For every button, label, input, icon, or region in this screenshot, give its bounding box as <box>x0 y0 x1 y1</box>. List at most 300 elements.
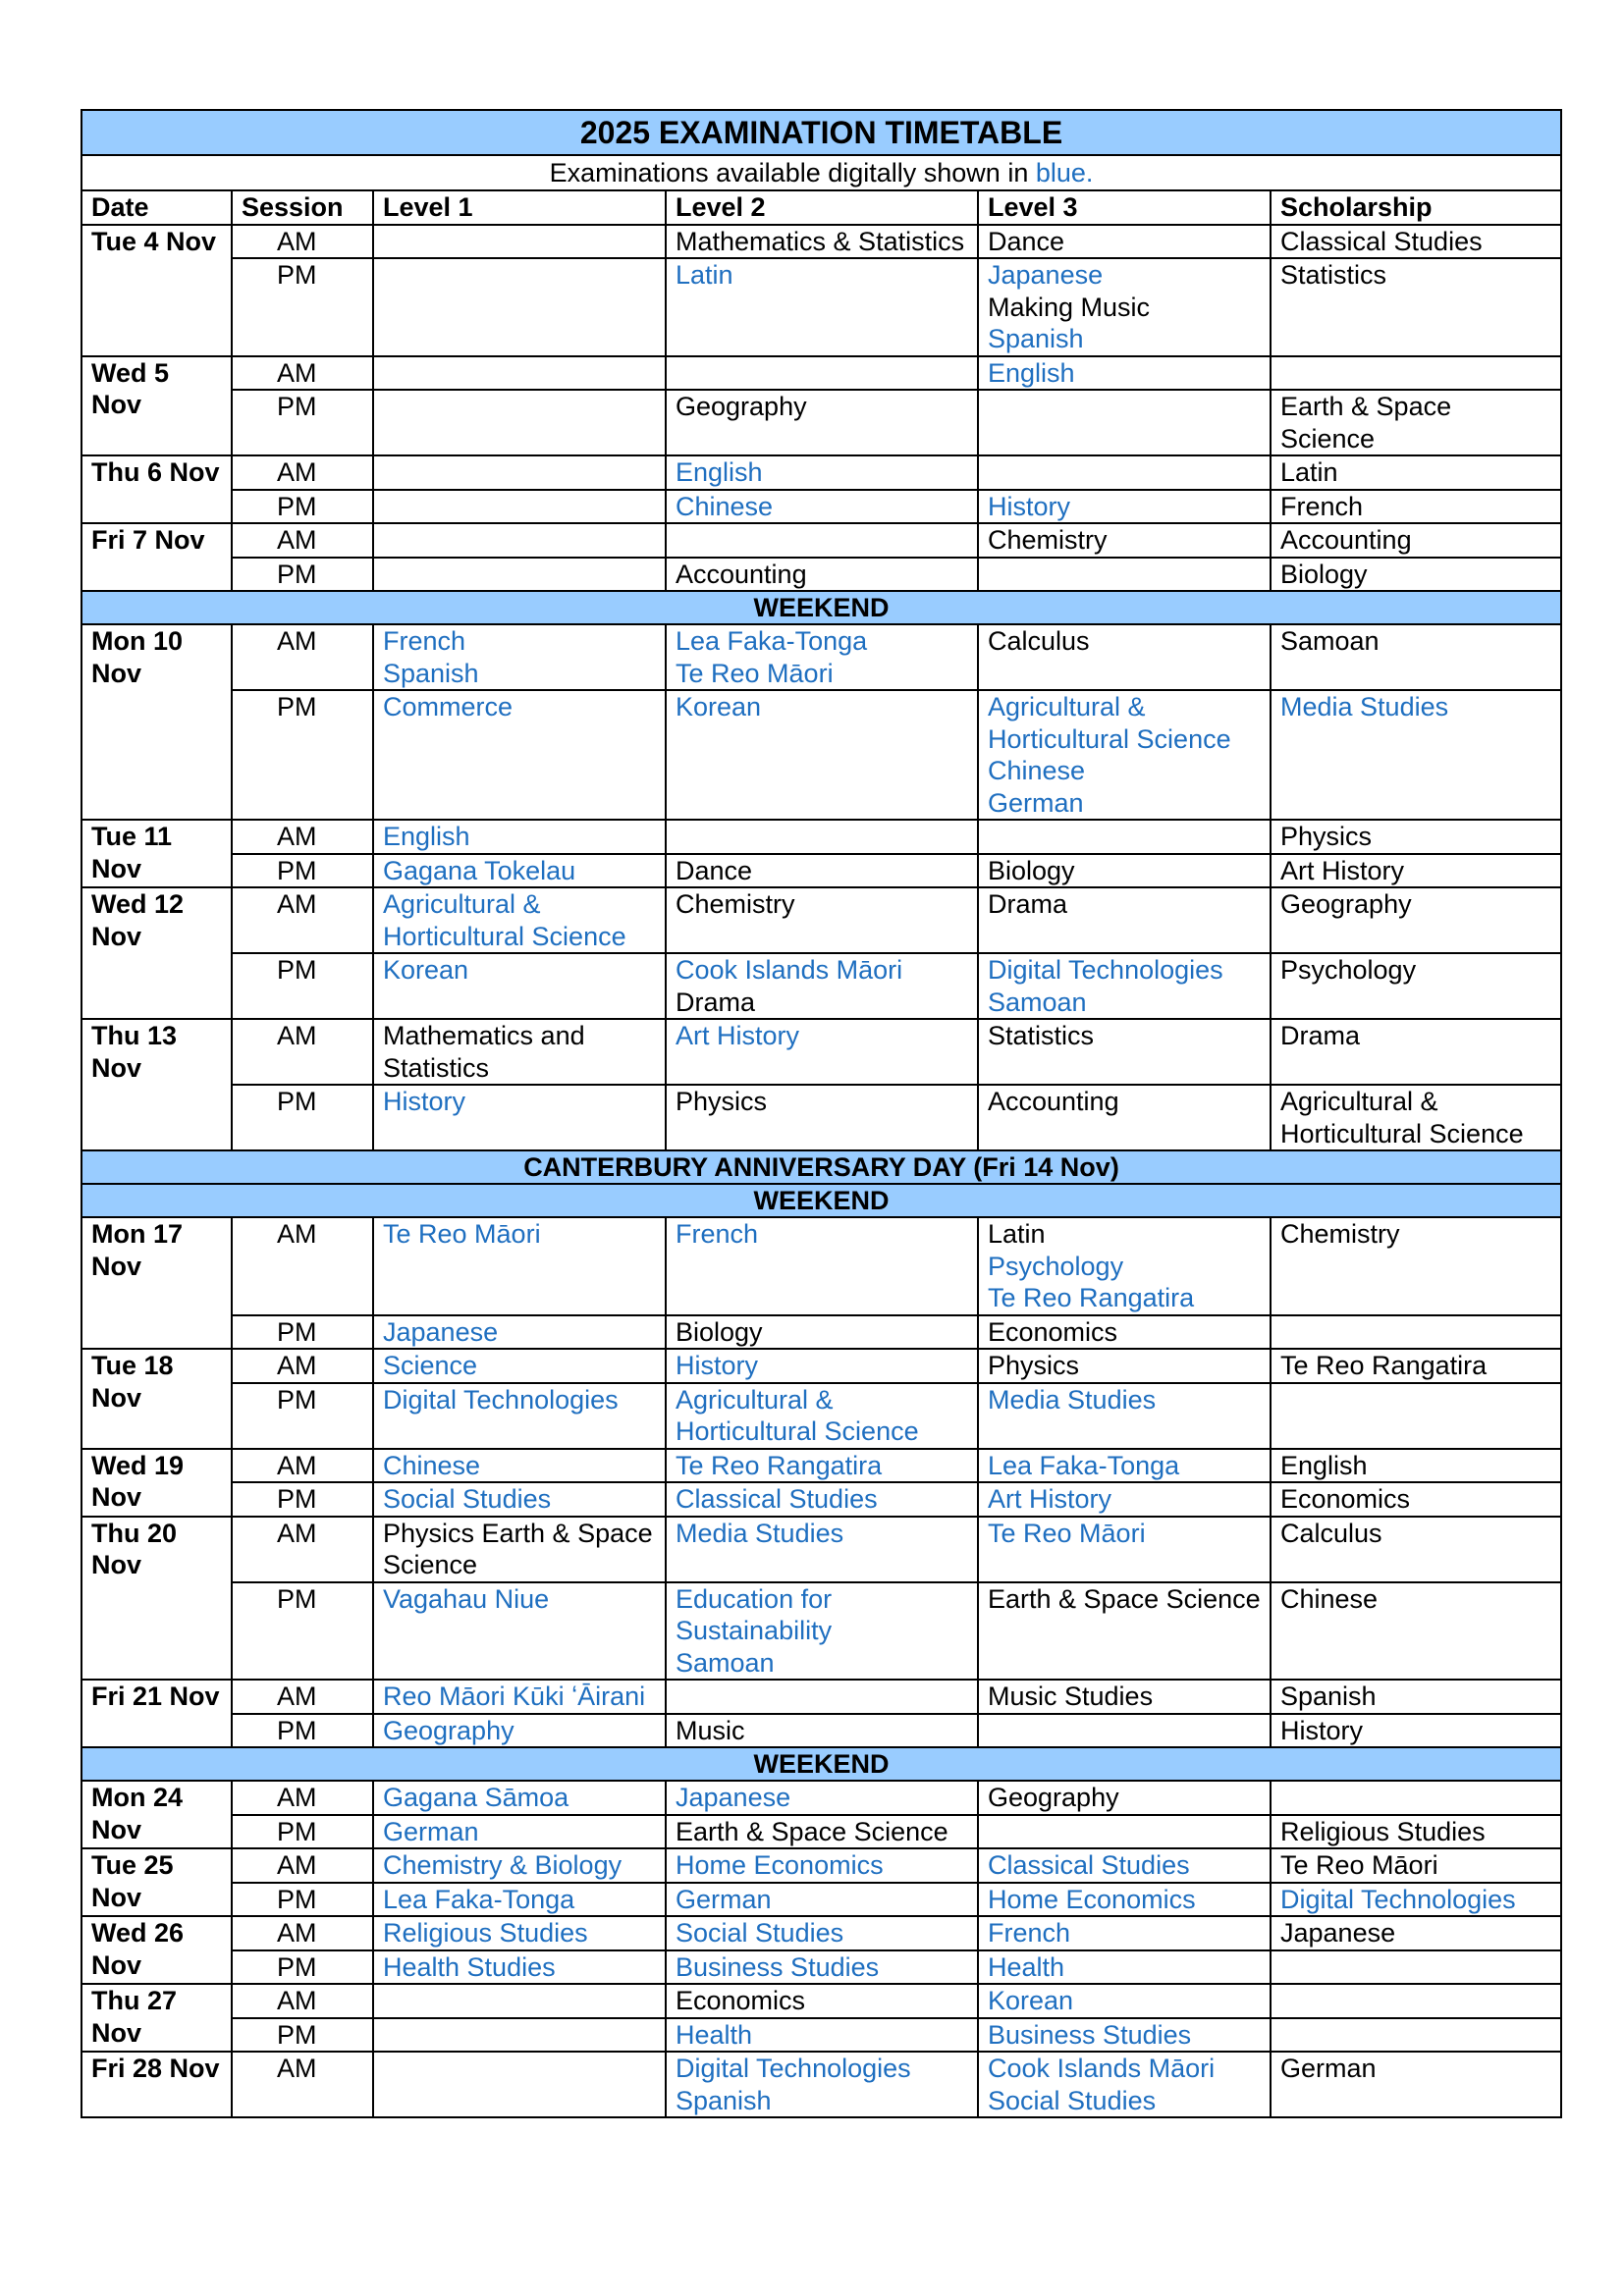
subject: English <box>1280 1450 1368 1480</box>
table-row <box>81 1815 1561 1849</box>
table-row <box>81 258 1561 356</box>
level-1-cell <box>373 225 666 259</box>
table-row <box>81 356 1561 391</box>
session-cell: AM <box>232 1916 373 1950</box>
scholarship-cell <box>1271 2052 1561 2117</box>
subject: Classical Studies <box>676 1484 878 1514</box>
subject: Agricultural & Horticultural Science <box>383 889 626 951</box>
subject: Earth & Space Science <box>676 1816 948 1846</box>
date-cell: Tue 4 Nov <box>81 225 232 356</box>
subject: Education for Sustainability <box>676 1583 833 1645</box>
subject: German <box>383 1816 479 1846</box>
session-cell: AM <box>232 1984 373 2018</box>
table-row <box>81 1383 1561 1449</box>
subject: Classical Studies <box>988 1850 1190 1880</box>
date-cell: Wed 19 Nov <box>81 1449 232 1517</box>
level-2-cell <box>666 690 978 820</box>
level-1-cell <box>373 1517 666 1582</box>
band-label: WEEKEND <box>81 1184 1561 1217</box>
subject: Spanish <box>383 658 479 688</box>
level-1-cell <box>373 624 666 690</box>
subject: Te Reo Māori <box>1280 1850 1438 1880</box>
subject: Media Studies <box>988 1384 1157 1415</box>
date-cell: Fri 21 Nov <box>81 1680 232 1747</box>
date-cell: Thu 13 Nov <box>81 1019 232 1150</box>
subject: French <box>1280 491 1364 521</box>
session-cell: PM <box>232 1085 373 1150</box>
date-cell: Thu 6 Nov <box>81 455 232 523</box>
subject: Economics <box>676 1986 806 2015</box>
level-3-cell <box>978 523 1271 558</box>
session-cell: AM <box>232 1517 373 1582</box>
title-row <box>81 110 1561 155</box>
level-2-cell <box>666 1517 978 1582</box>
level-3-cell <box>978 1916 1271 1950</box>
band-row <box>81 1184 1561 1217</box>
level-2-cell <box>666 1482 978 1517</box>
subject: Media Studies <box>1280 692 1449 721</box>
subject: Business Studies <box>988 2019 1192 2050</box>
table-row <box>81 1916 1561 1950</box>
subject: Statistics <box>1280 260 1387 290</box>
level-2-cell <box>666 455 978 490</box>
subject: Japanese <box>1280 1918 1396 1948</box>
subject: Digital Technologies <box>676 2054 911 2083</box>
scholarship-cell <box>1271 1482 1561 1517</box>
subject: Accounting <box>676 559 807 589</box>
subject: Chemistry <box>676 889 795 919</box>
subject: Biology <box>988 855 1075 885</box>
subject: Chinese <box>988 756 1086 785</box>
subject: Religious Studies <box>1280 1816 1486 1846</box>
session-cell: PM <box>232 1383 373 1449</box>
level-1-cell <box>373 1714 666 1748</box>
subject: Korean <box>676 692 762 721</box>
scholarship-cell <box>1271 1085 1561 1150</box>
level-1-cell <box>373 690 666 820</box>
level-3-cell <box>978 1217 1271 1315</box>
table-row <box>81 455 1561 490</box>
subject: Biology <box>1280 559 1368 589</box>
subject: Calculus <box>988 626 1090 656</box>
subject: French <box>676 1219 759 1249</box>
level-3-cell <box>978 258 1271 356</box>
table-row <box>81 1217 1561 1315</box>
level-2-cell <box>666 820 978 854</box>
table-row <box>81 558 1561 592</box>
level-3-cell <box>978 1680 1271 1714</box>
subject: Physics <box>676 1087 768 1116</box>
table-row <box>81 2018 1561 2053</box>
subject: Spanish <box>988 324 1084 353</box>
date-cell: Mon 10 Nov <box>81 624 232 820</box>
session-cell: PM <box>232 1315 373 1350</box>
header-session: Session <box>232 190 373 225</box>
level-2-cell <box>666 1714 978 1748</box>
session-cell: AM <box>232 523 373 558</box>
subject: Earth & Space Science <box>1280 392 1452 454</box>
subject: History <box>1280 1715 1364 1745</box>
subject: Te Reo Māori <box>383 1219 541 1249</box>
level-3-cell <box>978 2052 1271 2117</box>
level-1-cell <box>373 1449 666 1483</box>
session-cell: AM <box>232 1349 373 1383</box>
level-1-cell <box>373 854 666 888</box>
subject: Japanese <box>988 260 1104 290</box>
level-1-cell <box>373 887 666 953</box>
table-row <box>81 1349 1561 1383</box>
level-1-cell <box>373 356 666 391</box>
table-row <box>81 854 1561 888</box>
subject: Latin <box>988 1219 1046 1249</box>
date-cell: Thu 27 Nov <box>81 1984 232 2052</box>
level-2-cell <box>666 1349 978 1383</box>
scholarship-cell <box>1271 887 1561 953</box>
subject: Agricultural & Horticultural Science <box>988 692 1231 754</box>
level-1-cell <box>373 1848 666 1883</box>
band-label: WEEKEND <box>81 1747 1561 1781</box>
subject: English <box>676 457 763 487</box>
subject: Latin <box>1280 457 1338 487</box>
level-2-cell <box>666 1383 978 1449</box>
session-cell: PM <box>232 854 373 888</box>
level-1-cell <box>373 1984 666 2018</box>
subject: Agricultural & Horticultural Science <box>1280 1087 1524 1148</box>
header-level-3: Level 3 <box>978 190 1271 225</box>
subtitle <box>81 155 1561 190</box>
table-row <box>81 1781 1561 1815</box>
subject: Geography <box>1280 889 1412 919</box>
session-cell: AM <box>232 1680 373 1714</box>
scholarship-cell <box>1271 1582 1561 1681</box>
subtitle-highlight: blue. <box>1035 158 1094 187</box>
scholarship-cell <box>1271 1848 1561 1883</box>
level-3-cell <box>978 1349 1271 1383</box>
scholarship-cell <box>1271 1349 1561 1383</box>
subject: Accounting <box>988 1087 1119 1116</box>
subject: History <box>676 1351 759 1380</box>
session-cell: PM <box>232 1883 373 1917</box>
level-2-cell <box>666 523 978 558</box>
session-cell: AM <box>232 1019 373 1085</box>
subject: Digital Technologies <box>988 955 1223 985</box>
header-scholarship: Scholarship <box>1271 190 1561 225</box>
date-cell: Thu 20 Nov <box>81 1517 232 1681</box>
scholarship-cell <box>1271 1815 1561 1849</box>
table-row <box>81 953 1561 1019</box>
scholarship-cell <box>1271 953 1561 1019</box>
session-cell: PM <box>232 2018 373 2053</box>
header-date: Date <box>81 190 232 225</box>
level-2-cell <box>666 1950 978 1985</box>
subject: Art History <box>676 1021 800 1050</box>
scholarship-cell <box>1271 390 1561 455</box>
level-1-cell <box>373 1950 666 1985</box>
table-row <box>81 887 1561 953</box>
subject: Dance <box>676 855 753 885</box>
table-row <box>81 225 1561 259</box>
scholarship-cell <box>1271 1019 1561 1085</box>
level-1-cell <box>373 1582 666 1681</box>
table-row <box>81 820 1561 854</box>
session-cell: AM <box>232 2052 373 2117</box>
level-1-cell <box>373 1916 666 1950</box>
subject: Gagana Tokelau <box>383 855 576 885</box>
level-2-cell <box>666 624 978 690</box>
level-3-cell <box>978 1848 1271 1883</box>
table-row <box>81 490 1561 524</box>
session-cell: AM <box>232 455 373 490</box>
subject: German <box>676 1884 772 1914</box>
level-1-cell <box>373 258 666 356</box>
table-row <box>81 624 1561 690</box>
level-3-cell <box>978 1582 1271 1681</box>
table-row <box>81 1848 1561 1883</box>
subject: Te Reo Rangatira <box>1280 1351 1488 1380</box>
subject: Psychology <box>988 1251 1124 1281</box>
subject: Accounting <box>1280 525 1412 555</box>
session-cell: AM <box>232 1449 373 1483</box>
scholarship-cell <box>1271 1950 1561 1985</box>
scholarship-cell <box>1271 1383 1561 1449</box>
subject: Art History <box>1280 855 1405 885</box>
table-row <box>81 1680 1561 1714</box>
subject: Spanish <box>1280 1682 1377 1711</box>
table-row <box>81 523 1561 558</box>
level-2-cell <box>666 1984 978 2018</box>
subject: Earth & Space Science <box>988 1583 1261 1614</box>
session-cell: PM <box>232 1482 373 1517</box>
scholarship-cell <box>1271 2018 1561 2053</box>
subject: Reo Māori Kūki ʻĀirani <box>383 1682 646 1711</box>
table-row <box>81 690 1561 820</box>
subject: Statistics <box>988 1021 1095 1050</box>
table-row <box>81 1019 1561 1085</box>
session-cell: AM <box>232 1781 373 1815</box>
session-cell: PM <box>232 490 373 524</box>
level-3-cell <box>978 225 1271 259</box>
level-2-cell <box>666 390 978 455</box>
header-row <box>81 190 1561 225</box>
level-2-cell <box>666 1019 978 1085</box>
level-3-cell <box>978 1883 1271 1917</box>
table-row <box>81 1449 1561 1483</box>
level-3-cell <box>978 1449 1271 1483</box>
subject: Social Studies <box>676 1918 844 1948</box>
level-2-cell <box>666 1781 978 1815</box>
date-cell: Fri 7 Nov <box>81 523 232 591</box>
level-1-cell <box>373 1781 666 1815</box>
level-1-cell <box>373 953 666 1019</box>
subject: Music <box>676 1715 745 1745</box>
level-1-cell <box>373 1085 666 1150</box>
level-2-cell <box>666 2052 978 2117</box>
subject: Mathematics & Statistics <box>676 226 965 256</box>
session-cell: PM <box>232 558 373 592</box>
subject: Geography <box>383 1715 514 1745</box>
level-2-cell <box>666 558 978 592</box>
subject: Lea Faka-Tonga <box>988 1450 1180 1480</box>
scholarship-cell <box>1271 225 1561 259</box>
scholarship-cell <box>1271 1217 1561 1315</box>
level-3-cell <box>978 1950 1271 1985</box>
header-level-1: Level 1 <box>373 190 666 225</box>
date-cell: Mon 24 Nov <box>81 1781 232 1848</box>
table-row <box>81 1950 1561 1985</box>
scholarship-cell <box>1271 1984 1561 2018</box>
session-cell: PM <box>232 1815 373 1849</box>
session-cell: AM <box>232 887 373 953</box>
level-3-cell <box>978 2018 1271 2053</box>
level-1-cell <box>373 2018 666 2053</box>
level-1-cell <box>373 1019 666 1085</box>
subject: Samoan <box>676 1647 775 1678</box>
subtitle-text: Examinations available digitally shown in <box>549 158 1029 187</box>
subject: Chemistry <box>988 525 1108 555</box>
level-1-cell <box>373 1349 666 1383</box>
level-3-cell <box>978 1482 1271 1517</box>
level-3-cell <box>978 854 1271 888</box>
level-2-cell <box>666 2018 978 2053</box>
date-cell: Fri 28 Nov <box>81 2052 232 2117</box>
level-1-cell <box>373 1315 666 1350</box>
level-1-cell <box>373 820 666 854</box>
level-3-cell <box>978 1984 1271 2018</box>
session-cell: AM <box>232 820 373 854</box>
table-row <box>81 1714 1561 1748</box>
scholarship-cell <box>1271 558 1561 592</box>
level-3-cell <box>978 1714 1271 1748</box>
level-1-cell <box>373 523 666 558</box>
table-row <box>81 1517 1561 1582</box>
level-2-cell <box>666 356 978 391</box>
date-cell: Wed 12 Nov <box>81 887 232 1019</box>
level-1-cell <box>373 1815 666 1849</box>
level-3-cell <box>978 1815 1271 1849</box>
scholarship-cell <box>1271 1781 1561 1815</box>
level-1-cell <box>373 455 666 490</box>
level-3-cell <box>978 690 1271 820</box>
subject: Chinese <box>383 1450 481 1480</box>
scholarship-cell <box>1271 258 1561 356</box>
level-2-cell <box>666 887 978 953</box>
level-1-cell <box>373 1383 666 1449</box>
subject: Economics <box>1280 1484 1411 1514</box>
level-3-cell <box>978 887 1271 953</box>
scholarship-cell <box>1271 490 1561 524</box>
subject: Chinese <box>1280 1583 1379 1614</box>
level-3-cell <box>978 490 1271 524</box>
subject: German <box>1280 2054 1377 2083</box>
subject: Samoan <box>1280 626 1380 656</box>
subtitle-row <box>81 155 1561 190</box>
subject: Classical Studies <box>1280 226 1483 256</box>
subject: Health Studies <box>383 1951 556 1982</box>
level-2-cell <box>666 1217 978 1315</box>
scholarship-cell <box>1271 1315 1561 1350</box>
level-1-cell <box>373 490 666 524</box>
level-2-cell <box>666 1680 978 1714</box>
subject: Drama <box>988 889 1068 919</box>
subject: Gagana Sāmoa <box>383 1783 569 1812</box>
table-row <box>81 2052 1561 2117</box>
subject: Lea Faka-Tonga <box>676 626 868 656</box>
level-2-cell <box>666 1916 978 1950</box>
subject: Mathematics and Statistics <box>383 1021 585 1083</box>
subject: Samoan <box>988 987 1087 1017</box>
subject: Biology <box>676 1316 763 1347</box>
subject: English <box>988 357 1075 388</box>
subject: Media Studies <box>676 1518 844 1548</box>
subject: Physics <box>1280 822 1373 851</box>
table-row <box>81 1883 1561 1917</box>
subject: Commerce <box>383 692 514 721</box>
session-cell: AM <box>232 1848 373 1883</box>
level-3-cell <box>978 356 1271 391</box>
table-row <box>81 1482 1561 1517</box>
level-2-cell <box>666 1315 978 1350</box>
band-label: WEEKEND <box>81 591 1561 624</box>
scholarship-cell <box>1271 523 1561 558</box>
scholarship-cell <box>1271 1883 1561 1917</box>
session-cell: AM <box>232 1217 373 1315</box>
subject: Cook Islands Māori <box>676 955 903 985</box>
scholarship-cell <box>1271 624 1561 690</box>
subject: Drama <box>1280 1021 1361 1050</box>
subject: Psychology <box>1280 955 1417 985</box>
subject: French <box>383 626 466 656</box>
level-3-cell <box>978 1383 1271 1449</box>
level-2-cell <box>666 953 978 1019</box>
subject: Chinese <box>676 491 774 521</box>
level-3-cell <box>978 953 1271 1019</box>
subject: Korean <box>383 955 469 985</box>
table-row <box>81 390 1561 455</box>
subject: Chemistry & Biology <box>383 1850 623 1880</box>
session-cell: AM <box>232 356 373 391</box>
subject: Drama <box>676 987 756 1017</box>
subject: Digital Technologies <box>383 1384 619 1415</box>
subject: Chemistry <box>1280 1219 1400 1249</box>
subject: Economics <box>988 1316 1118 1347</box>
level-2-cell <box>666 1883 978 1917</box>
level-3-cell <box>978 624 1271 690</box>
subject: Social Studies <box>988 2085 1157 2115</box>
scholarship-cell <box>1271 356 1561 391</box>
level-2-cell <box>666 1085 978 1150</box>
level-3-cell <box>978 455 1271 490</box>
timetable <box>81 109 1562 2118</box>
subject: Te Reo Rangatira <box>676 1450 883 1480</box>
level-1-cell <box>373 1217 666 1315</box>
session-cell: PM <box>232 390 373 455</box>
subject: Te Reo Māori <box>988 1518 1146 1548</box>
subject: Latin <box>676 260 733 290</box>
subject: Geography <box>676 392 807 421</box>
subject: History <box>383 1087 466 1116</box>
band-label: CANTERBURY ANNIVERSARY DAY (Fri 14 Nov) <box>81 1150 1561 1184</box>
level-2-cell <box>666 1582 978 1681</box>
subject: Spanish <box>676 2085 772 2115</box>
level-2-cell <box>666 490 978 524</box>
subject: Physics <box>988 1351 1080 1380</box>
subject: German <box>988 787 1084 818</box>
level-1-cell <box>373 558 666 592</box>
level-2-cell <box>666 854 978 888</box>
session-cell: PM <box>232 258 373 356</box>
subject: Religious Studies <box>383 1918 588 1948</box>
subject: History <box>988 491 1071 521</box>
